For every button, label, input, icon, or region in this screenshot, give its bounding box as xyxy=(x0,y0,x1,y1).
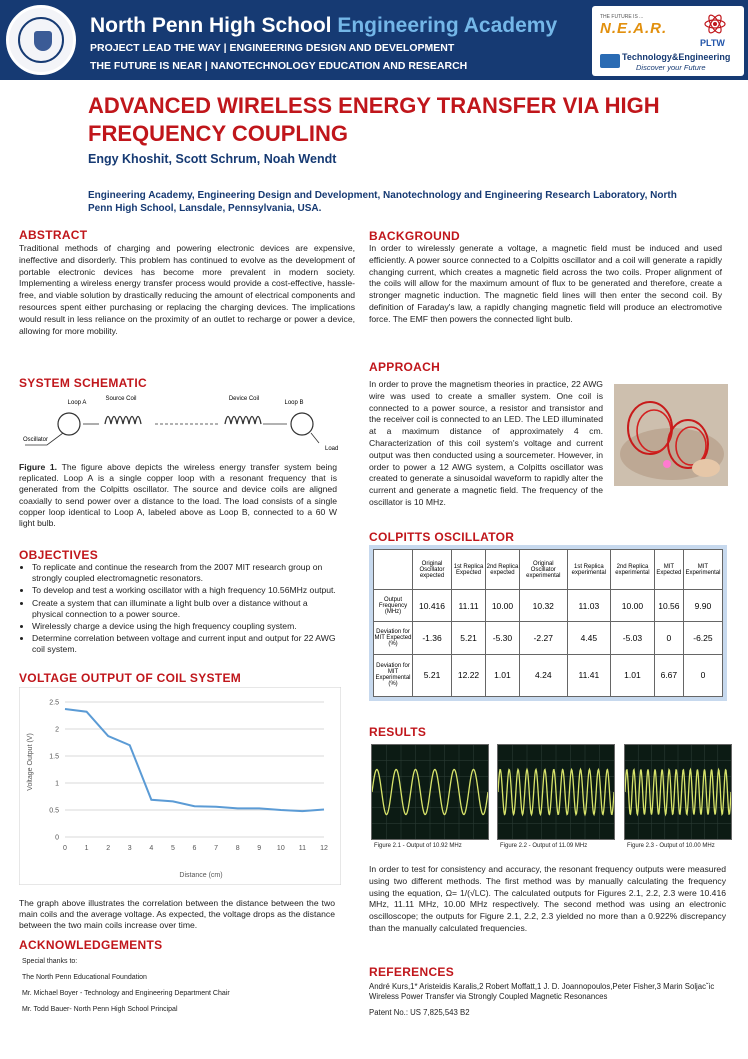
affiliation: Engineering Academy, Engineering Design and Development, Nanotechnology and Engineering Research Laboratory, North Penn High School, Lansdale, Pennsylvania, USA. xyxy=(88,190,677,214)
table-row xyxy=(374,590,723,622)
table-cell: 4.24 xyxy=(519,654,567,696)
objective-item: • Determine correlation between voltage and current input and output for 22 AWG coil system. xyxy=(32,633,339,655)
near-logo: N.E.A.R. xyxy=(600,20,668,37)
poster-title: ADVANCED WIRELESS ENERGY TRANSFER VIA HIGH FREQUENCY COUPLING xyxy=(88,93,660,146)
table-corner-cell xyxy=(374,550,413,590)
reference-line: Patent No.: US 7,825,543 B2 xyxy=(369,1008,470,1017)
approach-text: In order to prove the magnetism theories in practice, 22 AWG wire was used to create a smaller system. One coil is connected to a power source, a resistor and transistor and the receiver coil is connected to an LED. The LED illuminated at a maximum distance of approximately 4 cm. Characterization of this coil system's voltage and current output was then conducted using a sourcemeter. However, in order to power a 12 AWG system, a Colpitts oscillator was created to generate a sinusoidal waveform to rapidly alter the current and generate a magnetic field. The frequency of the oscillator is 10 MHz. xyxy=(369,379,603,507)
scope-caption-2-1: Figure 2.1 - Output of 10.92 MHz xyxy=(374,843,462,849)
loop-b-label: Loop B xyxy=(284,400,304,406)
x-tick-label: 12 xyxy=(320,845,328,852)
table-header-cell: Original Oscillator expected xyxy=(413,550,452,590)
objectives-list xyxy=(19,562,339,656)
table-cell: 5.21 xyxy=(413,654,452,696)
approach-heading: APPROACH xyxy=(369,360,441,374)
table-cell: 11.03 xyxy=(567,590,610,622)
y-tick-label: 2 xyxy=(55,726,59,734)
acknowledgements-heading: ACKNOWLEDGEMENTS xyxy=(19,938,163,952)
table-cell: 9.90 xyxy=(683,590,722,622)
ack-line: Mr. Todd Bauer- North Penn High School Principal xyxy=(22,1006,178,1013)
abstract-heading: ABSTRACT xyxy=(19,228,88,242)
loop-a-label: Loop A xyxy=(67,400,87,406)
y-tick-label: 0.5 xyxy=(49,807,59,815)
colpitts-heading: COLPITTS OSCILLATOR xyxy=(369,530,515,544)
table-cell: 10.00 xyxy=(611,590,655,622)
reference-line: Wireless Power Transfer via Strongly Coupled Magnetic Resonances xyxy=(369,992,608,1001)
x-tick-label: 4 xyxy=(149,845,154,852)
atom-icon xyxy=(704,12,726,36)
table-cell: 11.41 xyxy=(567,654,610,696)
chart-y-axis-label: Voltage Output (V) xyxy=(27,733,34,791)
chart-x-axis-label: Distance (cm) xyxy=(179,872,223,879)
objectives-heading: OBJECTIVES xyxy=(19,548,99,562)
school-name-text: North Penn High School xyxy=(90,14,332,37)
table-row-label: Output Frequency (MHz) xyxy=(374,590,413,622)
loop-b xyxy=(291,413,313,435)
table-cell: 4.45 xyxy=(567,622,610,654)
x-tick-label: 3 xyxy=(127,845,132,852)
x-tick-label: 2 xyxy=(106,845,111,852)
objective-item: • To replicate and continue the research from the 2007 MIT research group on strongly coupled electromagnetic resonators. xyxy=(32,562,339,584)
table-header-row xyxy=(374,550,723,590)
references-list xyxy=(369,982,727,1018)
x-tick-label: 10 xyxy=(276,845,285,852)
table-cell: 0 xyxy=(654,622,683,654)
acknowledgements-list xyxy=(22,958,230,1022)
background-text: In order to wirelessly generate a voltage, a magnetic field must be induced and used efficiently. A power source connected to a Colpitts oscillator and a coil will generate a rapidly changing current, which creates a magnetic field across the two coils. Proper alignment of the coils will allow for the maximum amount of flux to be generated and therefore, create a stronger magnetic induction. The magnetic field lines will then enter the second coil. By definition of Faraday's law, a rapidly changing magnetic field will produce an electromotive force. The EMF then powers the connected light bulb. xyxy=(369,243,722,324)
table-row-label: Deviation for MIT Expected (%) xyxy=(374,622,413,654)
table-header-cell: Original Oscillator experimental xyxy=(519,550,567,590)
table-cell: 10.00 xyxy=(486,590,520,622)
voltage-chart xyxy=(19,687,341,885)
table-header-cell: 2nd Replica expected xyxy=(486,550,520,590)
oscillator-label: Oscillator xyxy=(23,437,49,443)
te-logo-text: Technology&Engineering xyxy=(622,52,731,62)
table-header-cell: MIT Expected xyxy=(654,550,683,590)
scope-figure-2-1 xyxy=(371,744,489,840)
objective-item: • Create a system that can illuminate a light bulb over a distance without a physical connection to a power source. xyxy=(32,598,339,620)
colpitts-table xyxy=(373,549,723,697)
authors: Engy Khoshit, Scott Schrum, Noah Wendt xyxy=(88,152,337,166)
load-label: Load xyxy=(325,446,339,452)
x-tick-label: 5 xyxy=(170,845,175,852)
x-tick-label: 7 xyxy=(214,845,219,852)
objectives-list-wrap xyxy=(19,562,339,657)
scope-caption-2-2: Figure 2.2 - Output of 11.09 MHz xyxy=(500,843,588,849)
te-logo-icon xyxy=(600,54,620,68)
voltage-caption: The graph above illustrates the correlation between the distance between the two main coils and the average voltage. As expected, the voltage drops as the distance between the two main coils increase over time. xyxy=(19,898,335,931)
references-heading: REFERENCES xyxy=(369,965,455,979)
table-cell: 1.01 xyxy=(611,654,655,696)
scope-figure-2-2 xyxy=(497,744,615,840)
table-cell: 10.416 xyxy=(413,590,452,622)
table-cell: -6.25 xyxy=(683,622,722,654)
near-logo-tagline: THE FUTURE IS ... xyxy=(600,14,644,20)
header-line-2: THE FUTURE IS NEAR | NANOTECHNOLOGY EDUCATION AND RESEARCH xyxy=(90,60,468,72)
y-tick-label: 1 xyxy=(55,780,59,788)
objective-item: • Wirelessly charge a device using the high frequency coupling system. xyxy=(32,621,339,632)
table-cell: 6.67 xyxy=(654,654,683,696)
table-row-label: Deviation for MIT Experimental (%) xyxy=(374,654,413,696)
table-cell: -1.36 xyxy=(413,622,452,654)
schematic-caption xyxy=(19,462,337,529)
background-heading: BACKGROUND xyxy=(369,229,460,243)
results-heading: RESULTS xyxy=(369,725,427,739)
y-tick-label: 1.5 xyxy=(49,753,59,761)
x-tick-label: 11 xyxy=(298,845,307,852)
school-name xyxy=(90,14,557,38)
table-cell: 10.56 xyxy=(654,590,683,622)
table-cell: 5.21 xyxy=(452,622,486,654)
pltw-logo: PLTW xyxy=(700,38,725,48)
school-seal-icon xyxy=(6,5,76,75)
ack-line: Mr. Michael Boyer - Technology and Engineering Department Chair xyxy=(22,990,230,997)
table-cell: -5.30 xyxy=(486,622,520,654)
scope-figure-2-3 xyxy=(624,744,732,840)
x-tick-label: 9 xyxy=(257,845,262,852)
x-tick-label: 8 xyxy=(235,845,240,852)
table-cell: 0 xyxy=(683,654,722,696)
coil-photo xyxy=(614,384,728,486)
device-coil-label: Device Coil xyxy=(228,396,260,402)
y-tick-label: 2.5 xyxy=(49,699,59,707)
table-row xyxy=(374,654,723,696)
table-cell: 1.01 xyxy=(486,654,520,696)
academy-name: Engineering Academy xyxy=(337,14,558,37)
schematic-heading: SYSTEM SCHEMATIC xyxy=(19,376,147,390)
reference-line: André Kurs,1* Aristeidis Karalis,2 Robert Moffatt,1 J. D. Joannopoulos,Peter Fisher,3 Marin Soljacˇic xyxy=(369,982,715,991)
figure-1-label: Figure 1. xyxy=(19,462,58,472)
ack-line: Special thanks to: xyxy=(22,958,78,965)
table-header-cell: MIT Experimental xyxy=(683,550,722,590)
scope-caption-2-3: Figure 2.3 - Output of 10.00 MHz xyxy=(627,843,715,849)
system-schematic xyxy=(19,393,359,455)
x-tick-label: 0 xyxy=(63,845,67,852)
x-tick-label: 1 xyxy=(84,845,89,852)
device-coil xyxy=(225,417,261,425)
table-cell: -5.03 xyxy=(611,622,655,654)
table-row xyxy=(374,622,723,654)
table-cell: 10.32 xyxy=(519,590,567,622)
ack-line: The North Penn Educational Foundation xyxy=(22,974,147,981)
colpitts-table-frame xyxy=(369,545,727,701)
source-coil xyxy=(105,417,141,425)
table-cell: 12.22 xyxy=(452,654,486,696)
objective-item: • To develop and test a working oscillator with a high frequency 10.56MHz output. xyxy=(32,585,339,596)
source-coil-label: Source Coil xyxy=(105,396,137,402)
abstract-text: Traditional methods of charging and powering electronic devices are expensive, ineffective and disorderly. This problem has continued to evolve as the development of portable electronic devices has become more prevalent in modern society. Implementing a wireless energy transfer process would provide a cost-effective, hassle-free, and viable solution by drastically reducing the amount of electrical components and resources spent either purchasing or replacing the charging devices. The implications would result in less reliance on the proximity of an outlet to recharge or power a device, allowing for more mobility. xyxy=(19,243,355,336)
voltage-heading: VOLTAGE OUTPUT OF COIL SYSTEM xyxy=(19,671,242,685)
results-text: In order to test for consistency and accuracy, the resonant frequency outputs were measured using two different methods. The first method was by manually calculating the frequency using the equation, Ω= 1/(√LC). The calculated outputs for Figures 2.1, 2.2, 2.3 were 10.416 MHz, 11.11 MHz, 10.00 MHz respectively. The second method was using an electronic oscilloscope; the outputs for Figure 2.1, 2.2, 2.3 yielded no more than a 0.922% discrepancy than the manually calculated frequencies. xyxy=(369,864,726,933)
table-header-cell: 2nd Replica experimental xyxy=(611,550,655,590)
te-logo-tagline: Discover your Future xyxy=(636,63,706,72)
table-cell: -2.27 xyxy=(519,622,567,654)
figure-1-text: The figure above depicts the wireless energy transfer system being replicated. Loop A is a single copper loop with a resonant frequency that is generated from the Colpitts oscillator. The source and device coils are aligned coaxially to send power over a distance to the load. The load consists of a single copper loop identical to Loop A, labeled above as Loop B, connected to a 60 W light bulb. xyxy=(19,462,337,529)
header-line-1: PROJECT LEAD THE WAY | ENGINEERING DESIGN AND DEVELOPMENT xyxy=(90,42,455,54)
table-header-cell: 1st Replica experimental xyxy=(567,550,610,590)
table-header-cell: 1st Replica Expected xyxy=(452,550,486,590)
loop-a xyxy=(58,413,80,435)
y-tick-label: 0 xyxy=(55,834,59,842)
table-cell: 11.11 xyxy=(452,590,486,622)
x-tick-label: 6 xyxy=(192,845,197,852)
